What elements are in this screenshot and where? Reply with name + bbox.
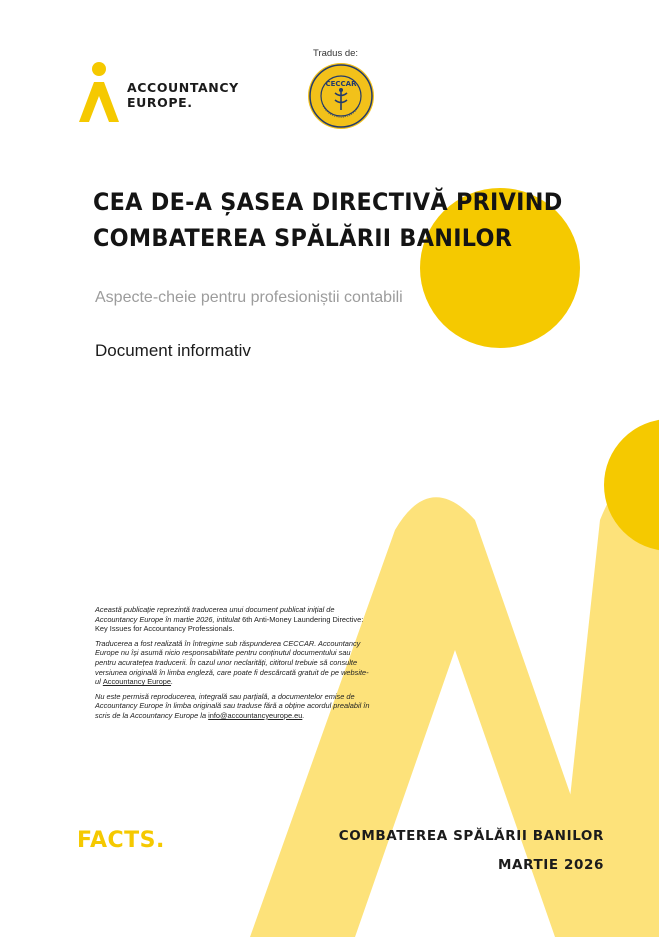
footer-topic: COMBATEREA SPĂLĂRII BANILOR — [338, 828, 604, 844]
seal-label: CECCAR — [325, 80, 357, 88]
disclaimer-p3-text: Nu este permisă reproducerea, integrală sau parțială, a documentelor emise de Accountancy Europe în limba originală sau traduse fără a obține acordul prealabil în scris de la Accountancy Europe la — [95, 691, 370, 720]
accountancy-europe-logo — [74, 60, 254, 130]
disclaimer-paragraph-3 — [95, 692, 373, 721]
ceccar-seal-logo — [307, 62, 375, 130]
disclaimer-p2-text: Traducerea a fost realizată în întregime sub răspunderea CECCAR. Accountancy Europe nu își asumă nicio responsabilitate pentru conținutul documentului sau pentru acuratețea traducerii. În cazul unor neclarități, cititorul trebuie să consulte versiunea originală în limba engleză, care poate fi descărcată gratuit de pe website-ul — [95, 638, 369, 687]
contact-email-link[interactable]: info@accountancyeurope.eu — [208, 710, 303, 720]
disclaimer-original-title: 6th Anti-Money Laundering Directive: Key Issues for Accountancy Professionals. — [95, 614, 364, 634]
translation-disclaimer — [95, 605, 373, 726]
logo-line-1: ACCOUNTANCY — [127, 80, 239, 95]
footer-date: MARTIE 2026 — [498, 857, 604, 873]
document-title — [93, 184, 595, 256]
logo-dot — [92, 62, 106, 76]
translated-by-label: Tradus de: — [313, 48, 359, 59]
disclaimer-paragraph-2 — [95, 639, 373, 687]
disclaimer-p2-end: . — [171, 677, 174, 687]
facts-series-label: FACTS. — [77, 828, 165, 853]
logo-line-2: EUROPE. — [127, 95, 193, 110]
title-line-1: CEA DE-A ȘASEA DIRECTIVĂ PRIVIND — [93, 188, 563, 216]
disclaimer-p1-text: Această publicație reprezintă traducerea unui document publicat inițial de Accountancy Europe în martie 2026, intitulat — [95, 605, 335, 624]
title-line-2: COMBATEREA SPĂLĂRII BANILOR — [93, 224, 513, 252]
document-type: Document informativ — [95, 341, 251, 360]
accountancy-europe-link[interactable]: Accountancy Europe — [102, 677, 172, 687]
logo-figure — [79, 82, 119, 122]
disclaimer-paragraph-1 — [95, 605, 373, 634]
document-subtitle: Aspecte-cheie pentru profesioniștii contabili — [95, 289, 403, 306]
disclaimer-p3-end: . — [302, 710, 305, 720]
logo-wordmark — [127, 80, 239, 110]
